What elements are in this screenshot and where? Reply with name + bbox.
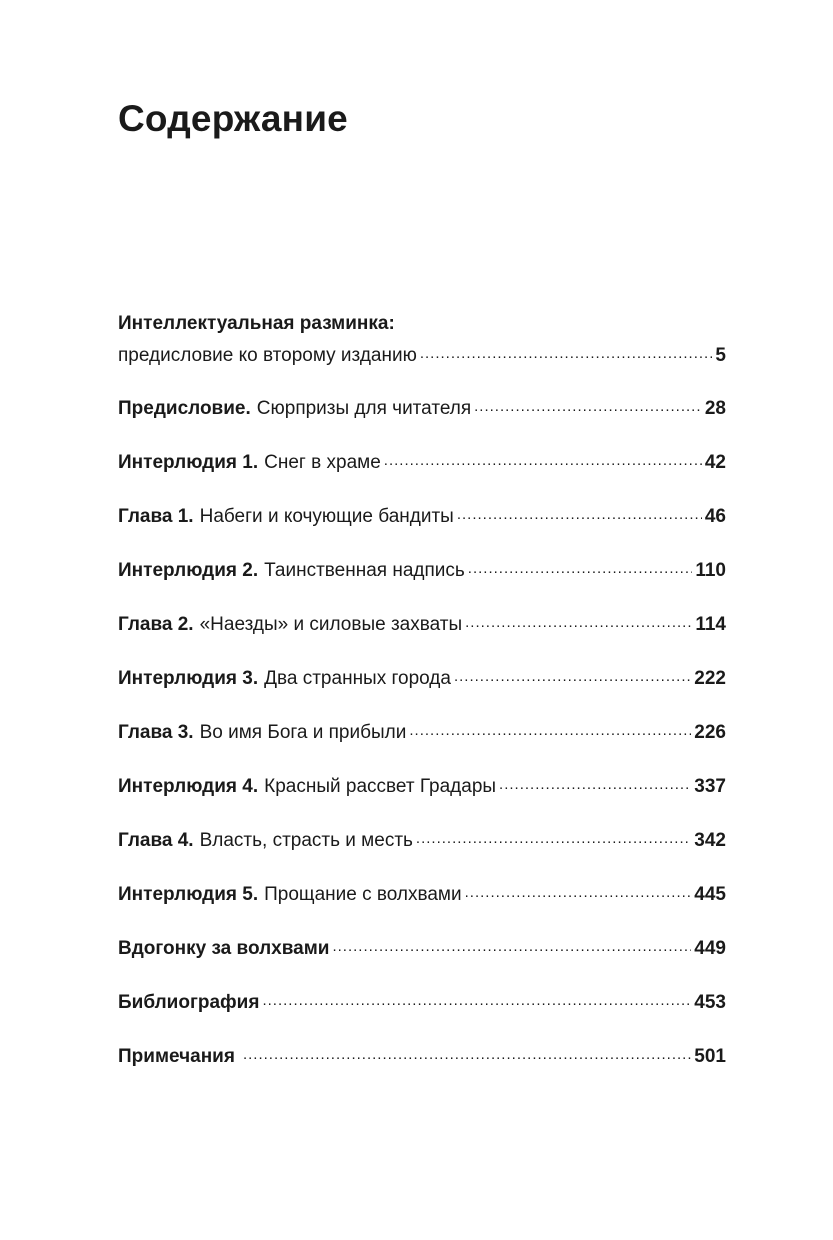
toc-entry[interactable] (118, 881, 726, 904)
toc-entry[interactable] (118, 935, 726, 958)
toc-entry-label: Власть, страсть и месть (199, 830, 413, 851)
toc-entry-label-bold: Глава 3. (118, 722, 194, 743)
dot-leader (243, 1043, 691, 1062)
dot-leader (409, 719, 691, 738)
toc-entry[interactable] (118, 719, 726, 742)
toc-page-number: 337 (694, 776, 726, 797)
toc-page-number: 501 (694, 1046, 726, 1067)
toc-entry-label: Во имя Бога и прибыли (199, 722, 407, 743)
dot-leader (499, 773, 691, 792)
toc-page-number: 226 (694, 722, 726, 743)
toc-page-number: 449 (694, 938, 726, 959)
dot-leader (457, 503, 702, 522)
toc-entry-label: «Наезды» и силовые захваты (199, 614, 463, 635)
toc-entry[interactable] (118, 611, 726, 634)
toc-page-number: 5 (715, 345, 726, 366)
toc-entry-label-bold: Глава 4. (118, 830, 194, 851)
toc-page-number: 114 (695, 614, 726, 635)
toc-entry[interactable] (118, 503, 726, 526)
toc-entry[interactable] (118, 449, 726, 472)
toc-page-number: 453 (694, 992, 726, 1013)
dot-leader (465, 611, 692, 630)
toc-entry-label-bold: Глава 2. (118, 614, 194, 635)
dot-leader (465, 881, 692, 900)
toc-page-number: 42 (704, 452, 726, 473)
toc-entry-label: Набеги и кочующие бандиты (199, 506, 454, 527)
toc-entry[interactable] (118, 665, 726, 688)
toc-entry-label-bold: Интерлюдия 4. (118, 776, 259, 797)
toc-entry[interactable] (118, 557, 726, 580)
toc-entry[interactable] (118, 1043, 726, 1066)
dot-leader (454, 665, 691, 684)
toc-page-number: 28 (704, 398, 726, 419)
toc-entry-heading: Интеллектуальная разминка: (118, 313, 395, 334)
toc-entry-label: Красный рассвет Градары (264, 776, 497, 797)
toc-entry-label: Сюрпризы для читателя (256, 398, 472, 419)
toc-page-number: 110 (695, 560, 726, 581)
toc-entry[interactable] (118, 342, 726, 365)
toc-entry-label-bold: Предисловие. (118, 398, 251, 419)
dot-leader (384, 449, 702, 468)
toc-entry[interactable] (118, 773, 726, 796)
toc-entry-label: Снег в храме (264, 452, 381, 473)
toc-entry-label-bold: Вдогонку за волхвами (118, 938, 330, 959)
toc-entry-label-bold: Интерлюдия 2. (118, 560, 259, 581)
page-title: Содержание (118, 98, 348, 139)
toc-entry-label: Два странных города (264, 668, 451, 689)
toc-page-number: 46 (704, 506, 726, 527)
toc-entry-label: предисловие ко второму изданию (118, 345, 417, 366)
toc-entry-label-bold: Интерлюдия 1. (118, 452, 259, 473)
toc-entry[interactable] (118, 989, 726, 1012)
toc-entry-label-bold: Интерлюдия 5. (118, 884, 259, 905)
toc-entry-label: Прощание с волхвами (264, 884, 462, 905)
toc-page-number: 445 (694, 884, 726, 905)
dot-leader (474, 395, 702, 414)
toc-entry-label-bold: Интерлюдия 3. (118, 668, 259, 689)
toc-entry-label-bold: Библиография (118, 992, 260, 1013)
toc-entry-label: Таинственная надпись (264, 560, 465, 581)
dot-leader (262, 989, 691, 1008)
toc-entry[interactable] (118, 395, 726, 418)
toc-entry-label-bold: Глава 1. (118, 506, 194, 527)
toc-page-number: 222 (694, 668, 726, 689)
toc-entry-label-bold: Примечания (118, 1046, 235, 1067)
toc-entry[interactable] (118, 827, 726, 850)
dot-leader (332, 935, 691, 954)
dot-leader (468, 557, 693, 576)
dot-leader (420, 342, 713, 361)
dot-leader (416, 827, 691, 846)
toc-page-number: 342 (694, 830, 726, 851)
